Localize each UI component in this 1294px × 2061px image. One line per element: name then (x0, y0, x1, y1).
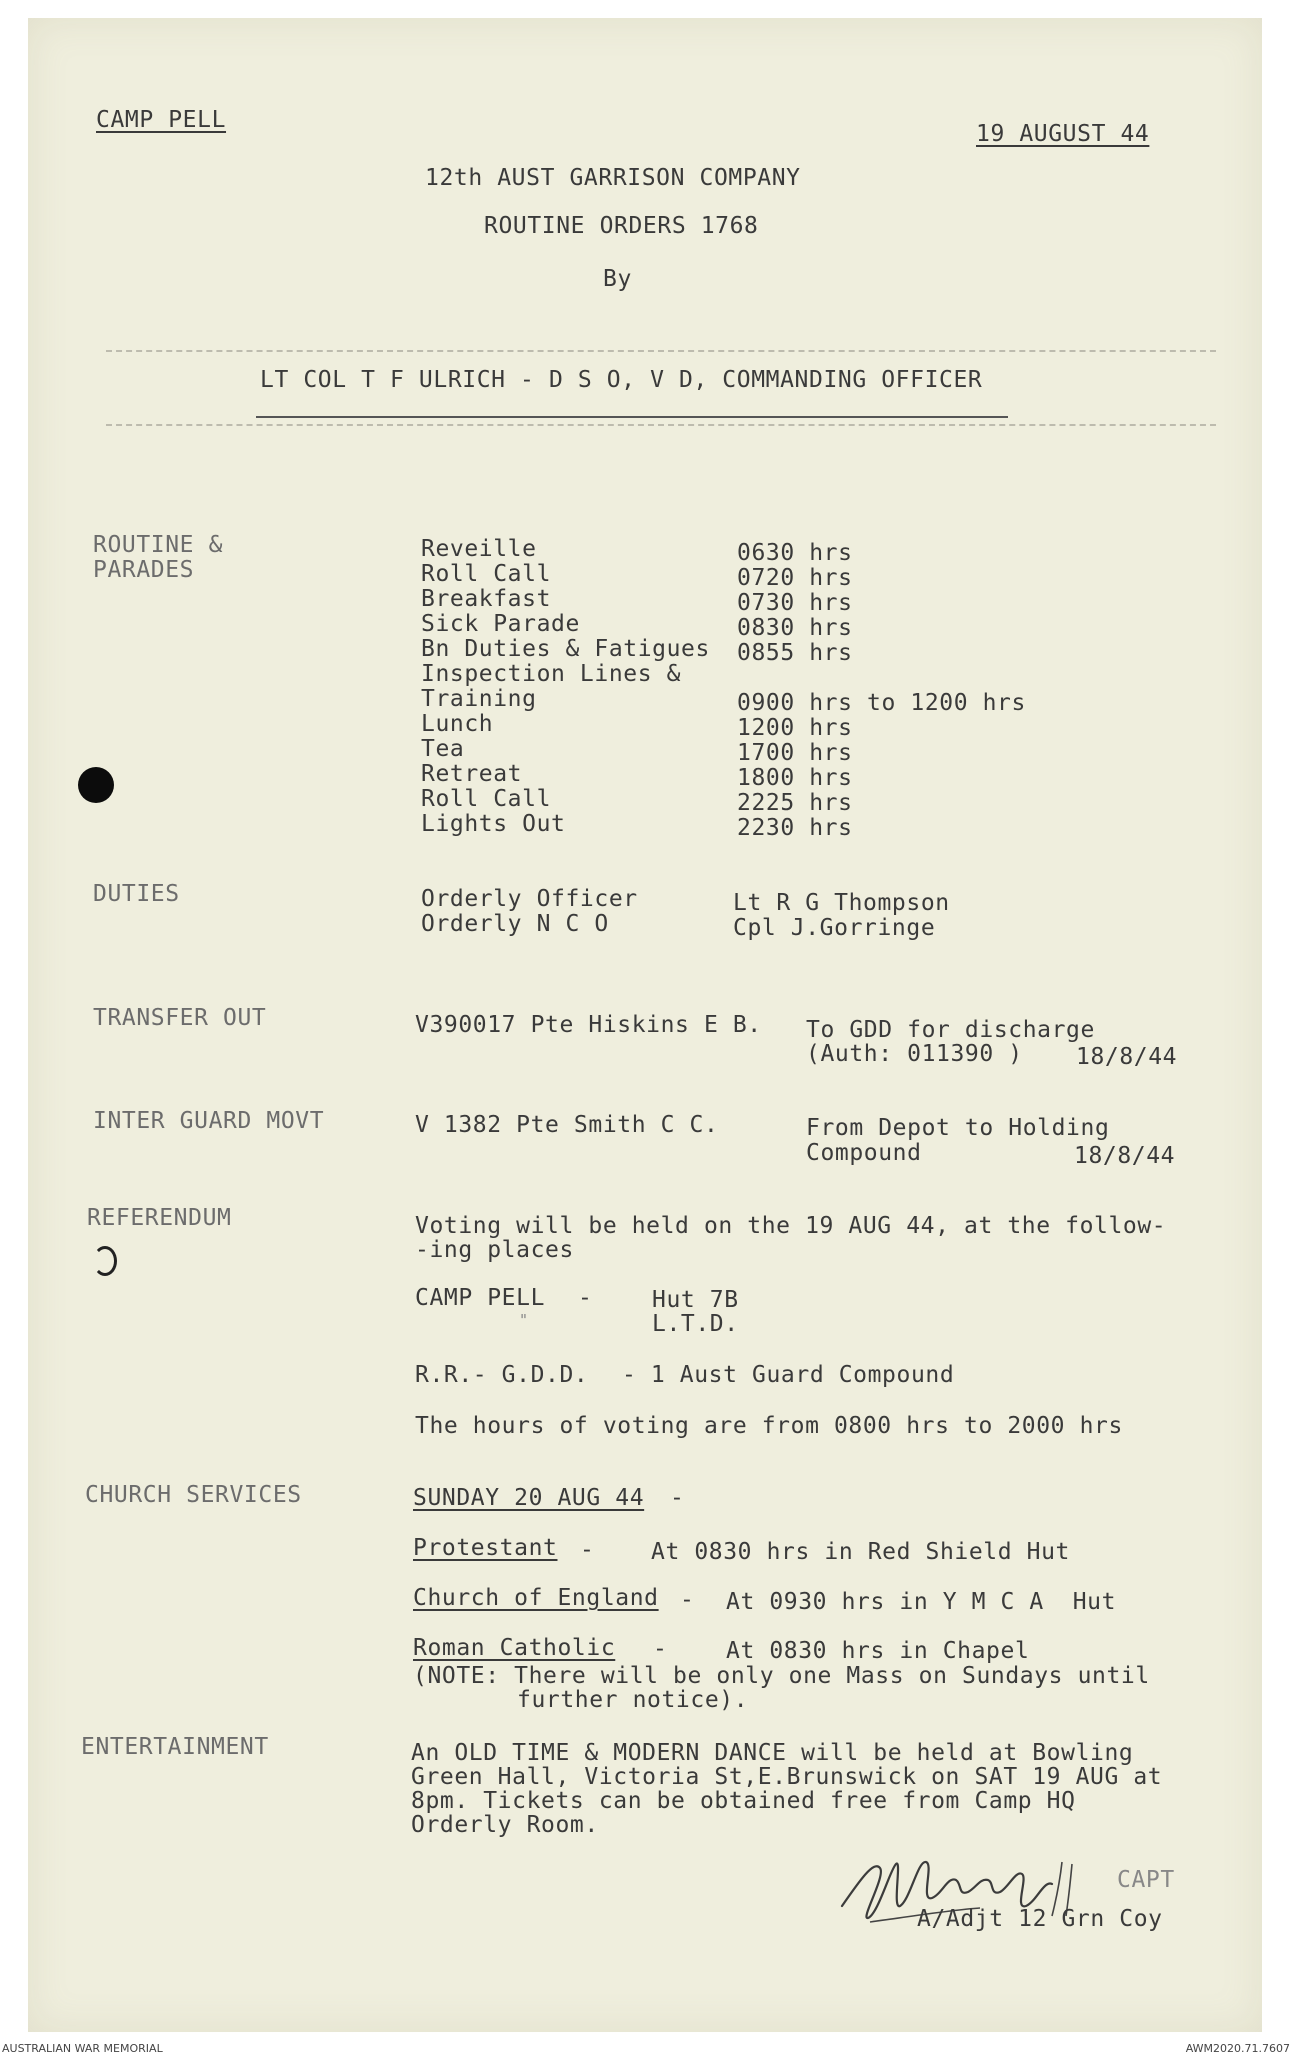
order-date: 19 AUGUST 44 (976, 121, 1150, 147)
section-label-inter-guard: INTER GUARD MOVT (93, 1108, 325, 1134)
section-label-duties: DUTIES (93, 881, 180, 907)
routine-item-time: 1200 hrs (737, 715, 853, 741)
routine-item-time: 0830 hrs (737, 615, 853, 641)
routine-item-time: 2225 hrs (737, 790, 853, 816)
routine-item-name: Tea (421, 736, 465, 762)
signature-rank: CAPT (1117, 1867, 1175, 1893)
church-separator: - (580, 1537, 595, 1563)
routine-item-name: Roll Call (421, 561, 552, 587)
polling-place-location: - 1 Aust Guard Compound (622, 1362, 955, 1388)
polling-place-dash: - (578, 1285, 593, 1311)
routine-item-name: Reveille (421, 536, 537, 562)
transfer-soldier: V390017 Pte Hiskins E B. (415, 1012, 762, 1038)
church-note-2: further notice). (517, 1687, 749, 1713)
church-separator: - (680, 1587, 695, 1613)
routine-item-name: Bn Duties & Fatigues (421, 636, 710, 662)
entertainment-line: An OLD TIME & MODERN DANCE will be held at Bowling (411, 1740, 1134, 1766)
routine-item-name: Training (421, 686, 537, 712)
bottom-rule (106, 424, 1216, 426)
voting-hours: The hours of voting are from 0800 hrs to 2000 hrs (415, 1413, 1123, 1439)
church-separator: - (653, 1636, 668, 1662)
inter-guard-detail-2: Compound (806, 1140, 922, 1166)
polling-place-name: R.R.- G.D.D. (415, 1362, 589, 1388)
by-line: By (603, 266, 632, 292)
routine-item-time: 0900 hrs to 1200 hrs (737, 690, 1026, 716)
duty-person: Lt R G Thompson (733, 890, 950, 916)
handwritten-signature (830, 1840, 1110, 1950)
polling-place-location: Hut 7B (652, 1287, 739, 1313)
entertainment-line: 8pm. Tickets can be obtained free from Camp HQ (411, 1788, 1076, 1814)
referendum-line-1: Voting will be held on the 19 AUG 44, at the follow- (415, 1213, 1167, 1239)
church-detail: At 0930 hrs in Y M C A Hut (726, 1589, 1117, 1615)
routine-item-time: 2230 hrs (737, 815, 853, 841)
duty-role: Orderly N C O (421, 911, 609, 937)
routine-item-name: Lunch (421, 711, 494, 737)
entertainment-line: Green Hall, Victoria St,E.Brunswick on SAT 19 AUG at (411, 1764, 1163, 1790)
location-stamp: CAMP PELL (96, 107, 227, 133)
commander-underline (256, 416, 1008, 418)
church-detail: At 0830 hrs in Chapel (726, 1638, 1030, 1664)
routine-item-time: 1800 hrs (737, 765, 853, 791)
church-detail: At 0830 hrs in Red Shield Hut (651, 1539, 1070, 1565)
footer-credit: AUSTRALIAN WAR MEMORIAL (2, 2042, 163, 2055)
church-denomination: Church of England (413, 1585, 659, 1611)
church-note: (NOTE: There will be only one Mass on Sundays until (413, 1663, 1150, 1689)
routine-item-name: Inspection Lines & (421, 661, 682, 687)
commanding-officer: LT COL T F ULRICH - D S O, V D, COMMANDING OFFICER (260, 367, 983, 393)
church-heading: SUNDAY 20 AUG 44 (413, 1485, 645, 1511)
inter-guard-soldier: V 1382 Pte Smith C C. (415, 1112, 719, 1138)
unit-title: 12th AUST GARRISON COMPANY (425, 165, 801, 191)
signature-title: A/Adjt 12 Grn Coy (917, 1906, 1163, 1932)
polling-place-name: CAMP PELL (415, 1285, 546, 1311)
section-label-entertainment: ENTERTAINMENT (81, 1734, 269, 1760)
transfer-date: 18/8/44 (1076, 1044, 1178, 1070)
routine-item-time: 0630 hrs (737, 540, 853, 566)
polling-place-location: L.T.D. (652, 1311, 739, 1337)
routine-item-time: 0720 hrs (737, 565, 853, 591)
routine-item-name: Retreat (421, 761, 523, 787)
orders-number: ROUTINE ORDERS 1768 (484, 213, 759, 239)
duty-role: Orderly Officer (421, 886, 638, 912)
punch-hole (78, 767, 114, 803)
church-denomination: Protestant (413, 1535, 558, 1561)
routine-item-time: 1700 hrs (737, 740, 853, 766)
transfer-auth: (Auth: 011390 ) (806, 1041, 1023, 1067)
referendum-line-2: -ing places (415, 1237, 574, 1263)
duty-person: Cpl J.Gorringe (733, 915, 936, 941)
pin-hole-mark (93, 1246, 117, 1276)
routine-item-time: 0855 hrs (737, 640, 853, 666)
section-label-routine: ROUTINE & (93, 532, 224, 558)
routine-item-name: Sick Parade (421, 611, 580, 637)
entertainment-line: Orderly Room. (411, 1812, 599, 1838)
routine-item-name: Lights Out (421, 811, 566, 837)
church-heading-dash: - (670, 1485, 685, 1511)
section-label-referendum: REFERENDUM (87, 1205, 232, 1231)
footer-catalogue-id: AWM2020.71.7607 (1185, 2042, 1290, 2055)
top-rule (106, 350, 1216, 352)
section-label-transfer-out: TRANSFER OUT (93, 1005, 267, 1031)
routine-item-time: 0730 hrs (737, 590, 853, 616)
routine-item-name: Roll Call (421, 786, 552, 812)
inter-guard-date: 18/8/44 (1074, 1143, 1176, 1169)
ditto-mark: " (519, 1311, 529, 1329)
routine-item-name: Breakfast (421, 586, 552, 612)
church-denomination: Roman Catholic (413, 1635, 616, 1661)
section-label-church: CHURCH SERVICES (85, 1482, 302, 1508)
inter-guard-detail: From Depot to Holding (806, 1115, 1110, 1141)
section-label-parades: PARADES (93, 557, 195, 583)
transfer-detail: To GDD for discharge (806, 1017, 1095, 1043)
